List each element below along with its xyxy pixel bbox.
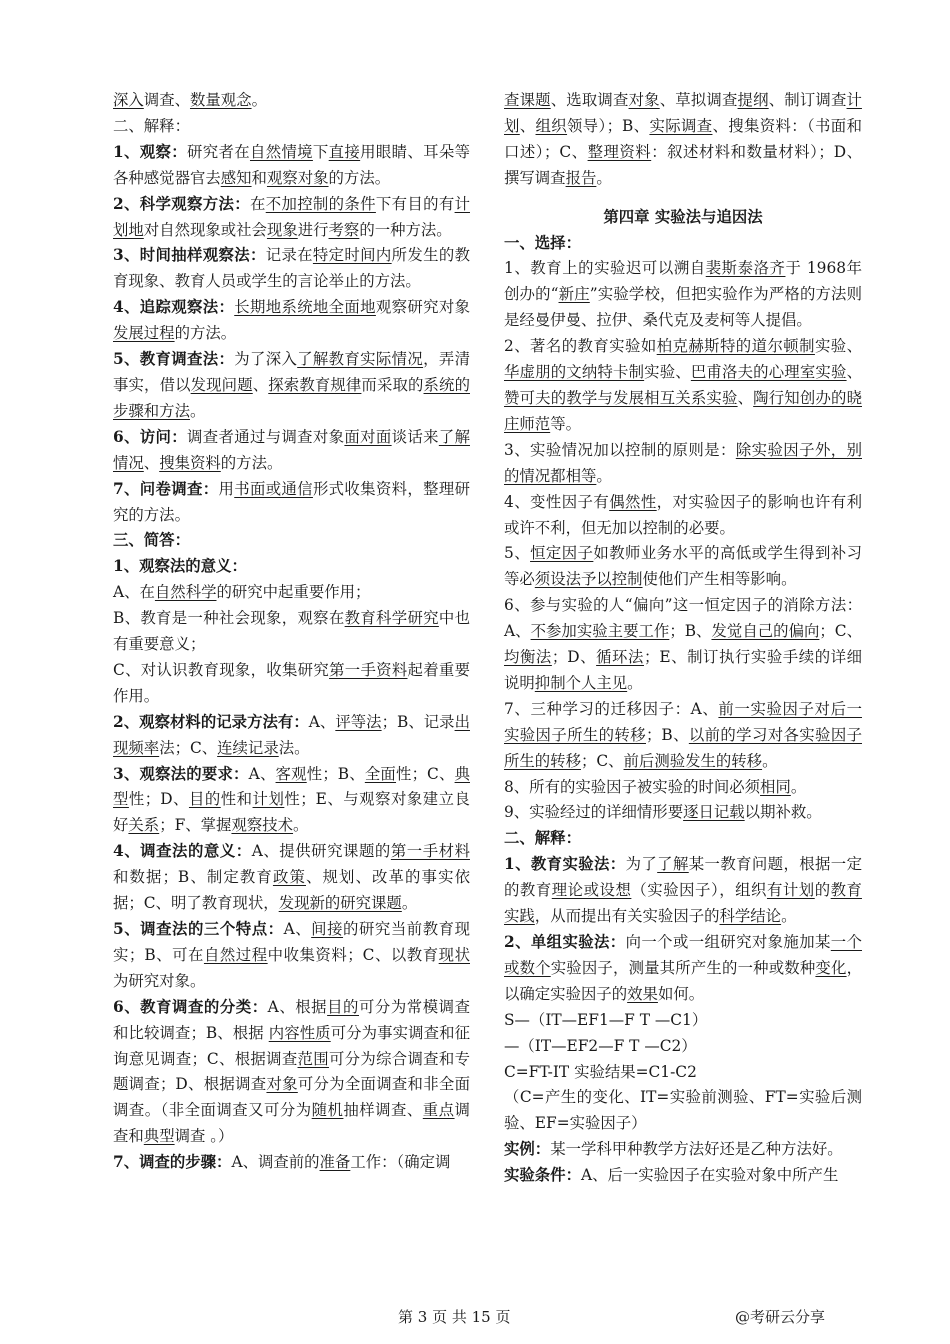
text-run: ；E、制订执行实验手续的详细说明 bbox=[504, 648, 862, 692]
underlined-keyword: 理论或设想 bbox=[551, 881, 632, 900]
left-paragraph bbox=[113, 347, 470, 425]
right-paragraph bbox=[504, 1008, 862, 1034]
underlined-keyword: 循环法 bbox=[596, 648, 644, 667]
text-run: 的方法。 bbox=[174, 324, 237, 343]
text-run: 中也有重要意义； bbox=[113, 609, 470, 654]
text-run: 起着重要作用。 bbox=[113, 660, 470, 705]
left-paragraph bbox=[113, 658, 470, 710]
left-paragraph bbox=[113, 710, 470, 762]
underlined-keyword: 发展过程 bbox=[113, 324, 175, 343]
text-run: 用 bbox=[218, 479, 235, 498]
right-paragraph bbox=[504, 930, 862, 1008]
underlined-keyword: 第一手材料 bbox=[390, 842, 470, 861]
text-run: 调查、 bbox=[143, 91, 190, 109]
underlined-keyword: 直接 bbox=[328, 142, 361, 161]
text-run: 的研究中起重要作用； bbox=[216, 583, 371, 602]
text-run: 抽样调查、 bbox=[343, 1101, 423, 1120]
text-run: 2、著名的教育实验如 bbox=[504, 337, 657, 356]
text-run: ；D、 bbox=[551, 648, 597, 667]
underlined-keyword: 逐日记载 bbox=[683, 803, 745, 822]
underlined-keyword: 计划地 bbox=[113, 194, 470, 239]
text-run: 7、三种学习的迁移因子：A、 bbox=[504, 699, 719, 718]
text-run: 某一学科甲种教学方法好还是乙种方法好。 bbox=[550, 1140, 843, 1159]
text-run: A、根据 bbox=[267, 997, 328, 1016]
text-run: 。 bbox=[596, 466, 612, 485]
text-run: 的研究当前教育现实；B、可在 bbox=[113, 920, 470, 964]
underlined-keyword: 观察技术 bbox=[231, 816, 294, 835]
left-column bbox=[113, 88, 470, 1176]
right-paragraph bbox=[504, 88, 862, 192]
text-run: —（IT—EF2—F T —C2） bbox=[504, 1036, 697, 1055]
text-run: 用眼睛、耳朵等各种感觉器官去 bbox=[113, 142, 470, 187]
right-paragraph bbox=[504, 231, 862, 257]
text-run: 。 bbox=[401, 894, 418, 913]
text-run: 、 bbox=[519, 116, 536, 135]
text-run: 、 bbox=[252, 375, 269, 394]
underlined-keyword: 教育实践 bbox=[504, 881, 862, 926]
underlined-keyword: 发现问题 bbox=[190, 375, 253, 394]
underlined-keyword: 现象 bbox=[266, 220, 298, 239]
underlined-keyword: 华虚朋的文纳特卡制 bbox=[504, 363, 645, 382]
underlined-keyword: 有计划 bbox=[766, 881, 815, 900]
right-paragraph bbox=[504, 775, 862, 801]
text-run: B、教育是一种社会现象，观察在 bbox=[113, 609, 345, 628]
text-run: 5、 bbox=[504, 544, 531, 563]
text-run: ；B、 bbox=[669, 622, 712, 641]
underlined-keyword: 发现新的研究课题 bbox=[278, 894, 402, 913]
underlined-keyword: 报告 bbox=[565, 168, 597, 187]
text-run: ；C、 bbox=[819, 622, 862, 641]
text-run: 8、所有的实验因子被实验的时间必须 bbox=[504, 777, 761, 796]
text-run: 调查者通过与调查对象 bbox=[187, 427, 345, 446]
text-run: ；F、掌握 bbox=[159, 816, 232, 835]
text-run: 3、实验情况加以控制的原则是： bbox=[504, 440, 736, 459]
right-paragraph bbox=[504, 800, 862, 826]
text-run: 实验因子，测量其所产生的一种或数种 bbox=[550, 958, 816, 977]
text-run: 。 bbox=[781, 907, 797, 926]
underlined-keyword: 裴斯泰洛齐 bbox=[705, 259, 786, 278]
underlined-keyword: 相同 bbox=[760, 777, 791, 796]
text-run: ；B、 bbox=[645, 725, 689, 744]
bold-term: 4、追踪观察法： bbox=[113, 298, 235, 317]
text-run: 、草拟调查 bbox=[659, 91, 738, 109]
bold-term: 1、观察法的意义： bbox=[113, 557, 247, 576]
bold-term: 6、访问： bbox=[113, 427, 188, 446]
text-run: （C=产生的变化、IT=实验前测验、FT=实验后测验、EF=实验因子） bbox=[504, 1088, 862, 1133]
text-run: 。 bbox=[189, 401, 206, 420]
underlined-keyword: 内容性质 bbox=[268, 1023, 331, 1042]
underlined-keyword: 连续记录 bbox=[217, 738, 279, 757]
bold-term: 7、调查的步骤： bbox=[113, 1153, 232, 1172]
text-run: 。 bbox=[627, 673, 643, 692]
text-run: A、在 bbox=[113, 583, 155, 602]
text-run: 。 bbox=[251, 91, 267, 109]
text-run: 中收集资料；C、以教育 bbox=[267, 945, 439, 964]
right-paragraph bbox=[504, 1085, 862, 1137]
text-run: 性；D、 bbox=[128, 790, 189, 809]
right-paragraph bbox=[504, 697, 862, 775]
bold-term: 3、观察法的要求： bbox=[113, 764, 249, 783]
underlined-keyword: 计划 bbox=[504, 91, 862, 135]
text-run: 所发生的教育现象、教育人员或学生的言论举止的方法。 bbox=[113, 246, 470, 291]
left-paragraph bbox=[113, 839, 470, 917]
page-number: 第 3 页 共 15 页 bbox=[398, 1308, 511, 1326]
underlined-keyword: 实际调查 bbox=[649, 116, 713, 135]
left-paragraph bbox=[113, 295, 470, 347]
underlined-keyword: 除实验因子外，别的情况都相等 bbox=[504, 440, 862, 485]
underlined-keyword: 目的 bbox=[327, 997, 359, 1016]
text-run: 9、实验经过的详细情形要 bbox=[504, 803, 684, 822]
text-run: 二、解释： bbox=[113, 116, 190, 135]
text-run: ，弄清事实，借以 bbox=[113, 350, 470, 394]
underlined-keyword: 赞可夫的教学与发展相互关系实验 bbox=[504, 388, 738, 407]
right-column bbox=[504, 88, 862, 1189]
text-run: A、 bbox=[308, 712, 336, 731]
underlined-keyword: 考察 bbox=[328, 220, 360, 239]
underlined-keyword: 目的 bbox=[188, 790, 221, 809]
left-paragraph bbox=[113, 995, 470, 1150]
underlined-keyword: 查课题 bbox=[504, 91, 551, 109]
bold-term: 6、教育调查的分类： bbox=[113, 997, 268, 1016]
text-run: 的 bbox=[814, 881, 831, 900]
underlined-keyword: 数量观念 bbox=[189, 91, 252, 109]
underlined-keyword: 对象 bbox=[266, 1075, 298, 1094]
underlined-keyword: 效果 bbox=[627, 984, 658, 1003]
text-run: 、规划、改革的事实依据；C、明了教育现状， bbox=[113, 868, 470, 913]
right-paragraph bbox=[504, 826, 862, 852]
underlined-keyword: 搜集资料 bbox=[159, 453, 221, 472]
underlined-keyword: 典型 bbox=[143, 1127, 175, 1146]
left-paragraph bbox=[113, 762, 470, 840]
underlined-keyword: 第一手资料 bbox=[329, 660, 408, 679]
source-watermark: @考研云分享 bbox=[735, 1308, 826, 1326]
underlined-keyword: 组织 bbox=[535, 116, 568, 135]
text-run: 的方法。 bbox=[220, 453, 283, 472]
right-paragraph bbox=[504, 334, 862, 438]
bold-term: 一、选择： bbox=[504, 233, 581, 252]
underlined-keyword: 整理资料 bbox=[587, 142, 652, 161]
bold-term: 7、问卷调查： bbox=[113, 479, 219, 498]
text-run: 、 bbox=[143, 453, 160, 472]
text-run: 可分为全面调查和非全面调查。（非全面调查又可分为 bbox=[113, 1075, 470, 1120]
text-run: A、 bbox=[248, 764, 276, 783]
right-paragraph bbox=[504, 1060, 862, 1086]
text-run: 调查和 bbox=[113, 1101, 470, 1146]
underlined-keyword: 恒定因子 bbox=[530, 544, 594, 563]
text-run: ；C、 bbox=[580, 751, 624, 770]
left-paragraph bbox=[113, 425, 470, 477]
text-run: 以期补救。 bbox=[744, 803, 822, 822]
left-paragraph bbox=[113, 477, 470, 529]
text-run: 而采取的 bbox=[361, 375, 424, 394]
text-run: 观察研究对象 bbox=[375, 298, 470, 317]
underlined-keyword: 随机 bbox=[311, 1101, 344, 1120]
text-run: 谈话来 bbox=[391, 427, 439, 446]
underlined-keyword: 书面或通信 bbox=[234, 479, 313, 498]
underlined-keyword: 巴甫洛夫的心理室实验 bbox=[690, 363, 847, 382]
left-paragraph bbox=[113, 554, 470, 580]
text-run: 可分为综合调查和专题调查；D、根据调查 bbox=[113, 1049, 470, 1094]
text-run: （实验因子），组织 bbox=[631, 881, 767, 900]
underlined-keyword: 出现频率 bbox=[113, 712, 470, 757]
bold-term: 三、简答： bbox=[113, 531, 190, 550]
text-run: A、提供研究课题的 bbox=[251, 842, 391, 861]
bold-term: 实例： bbox=[504, 1140, 551, 1159]
underlined-keyword: 均衡法 bbox=[504, 648, 552, 667]
bold-term: 1、教育实验法： bbox=[504, 855, 626, 874]
text-run: 于 1968年创办的“ bbox=[504, 259, 862, 304]
text-run: 性；C、 bbox=[396, 764, 455, 783]
bold-term: 2、观察材料的记录方法有： bbox=[113, 712, 309, 731]
text-run: 实验、 bbox=[814, 337, 862, 356]
left-paragraph bbox=[113, 140, 470, 192]
text-run: 可分为常模调查和比较调查；B、根据 bbox=[113, 997, 470, 1042]
left-paragraph bbox=[113, 1150, 470, 1176]
text-run: 为了深入 bbox=[234, 350, 298, 369]
text-run: A、后一实验因子在实验对象中所产生 bbox=[580, 1166, 839, 1185]
text-run: 为了 bbox=[625, 855, 658, 874]
right-paragraph bbox=[504, 541, 862, 593]
left-paragraph bbox=[113, 606, 470, 658]
text-run: S—（IT—EF1—F T —C1） bbox=[504, 1010, 708, 1029]
underlined-keyword: 不参加实验主要工作 bbox=[530, 622, 670, 641]
text-run: 下 bbox=[312, 142, 329, 161]
underlined-keyword: 长期地系统地全面地 bbox=[234, 298, 376, 317]
text-run: 、 bbox=[737, 388, 754, 407]
text-run: 使他们产生相等影响。 bbox=[642, 570, 797, 589]
underlined-keyword: 前后测验发生的转移 bbox=[623, 751, 763, 770]
text-run: ”实验学校，但把实验作为严格的方法则是经曼伊曼、拉伊、桑代克及麦柯等人提倡。 bbox=[504, 285, 862, 330]
bold-term: 1、观察： bbox=[113, 142, 188, 161]
text-run: ，从而提出有关实验因子的 bbox=[534, 907, 720, 926]
text-run: 如何。 bbox=[657, 984, 705, 1003]
text-run: 、搜集资料：（书面和口述）；C、 bbox=[504, 116, 862, 161]
underlined-keyword: 教育科学研究 bbox=[344, 609, 439, 628]
underlined-keyword: 评等法 bbox=[335, 712, 382, 731]
left-paragraph bbox=[113, 114, 470, 140]
right-paragraph bbox=[504, 1034, 862, 1060]
text-run: 研究者在 bbox=[187, 142, 250, 161]
underlined-keyword: 自然过程 bbox=[203, 945, 268, 964]
left-paragraph bbox=[113, 580, 470, 606]
underlined-keyword: 计划 bbox=[252, 790, 285, 809]
bold-term: 4、调查法的意义： bbox=[113, 842, 252, 861]
text-run: 可分为事实调查和征询意见调查；C、根据调查 bbox=[113, 1023, 470, 1068]
text-run: ；B、记录 bbox=[381, 712, 455, 731]
bold-term: 5、教育调查法： bbox=[113, 350, 235, 369]
underlined-keyword: 了解教育实际情况 bbox=[297, 350, 424, 369]
text-run: 和数据；B、制定教育 bbox=[113, 868, 273, 887]
underlined-keyword: 新庄 bbox=[558, 285, 590, 304]
text-run: 、 bbox=[846, 363, 862, 382]
underlined-keyword: 陶行知创办的晓庄师范 bbox=[504, 388, 862, 433]
text-run: 如教师业务水平的高低或学生得到补习等必 bbox=[504, 544, 862, 589]
text-run: 1、教育上的实验迟可以溯自 bbox=[504, 259, 706, 278]
underlined-keyword: 不加控制的条件 bbox=[265, 194, 376, 213]
underlined-keyword: 了解 bbox=[657, 855, 689, 874]
right-paragraph bbox=[504, 490, 862, 542]
left-paragraph bbox=[113, 243, 470, 295]
text-run: 实验、 bbox=[644, 363, 691, 382]
text-run: 对自然现象或社会 bbox=[143, 220, 267, 239]
text-run: 4、变性因子有 bbox=[504, 492, 610, 511]
right-paragraph bbox=[504, 438, 862, 490]
underlined-keyword: 一个或数个 bbox=[504, 933, 862, 977]
text-run: 性和 bbox=[220, 790, 253, 809]
text-run: 、制订调查 bbox=[768, 91, 847, 109]
underlined-keyword: 深入 bbox=[113, 91, 144, 109]
underlined-keyword: 自然科学 bbox=[154, 583, 217, 602]
text-run: 的方法。 bbox=[328, 168, 391, 187]
underlined-keyword: 科学结论 bbox=[719, 907, 782, 926]
text-run: 某一教育问题，根据一定的教育 bbox=[504, 855, 862, 900]
underlined-keyword: 自然情境 bbox=[249, 142, 313, 161]
text-run: 工作：（确定调 bbox=[350, 1153, 451, 1172]
underlined-keyword: 感知 bbox=[220, 168, 252, 187]
text-run: 第四章 实验法与追因法 bbox=[603, 207, 763, 226]
text-run: 法；C、 bbox=[159, 738, 218, 757]
right-paragraph bbox=[504, 1137, 862, 1163]
underlined-keyword: 系统的步骤和方法 bbox=[113, 375, 470, 420]
right-paragraph bbox=[504, 1163, 862, 1189]
text-run: 形式收集资料，整理研究的方法。 bbox=[113, 479, 470, 524]
underlined-keyword: 客观 bbox=[275, 764, 307, 783]
bold-term: 实验条件： bbox=[504, 1166, 581, 1185]
left-paragraph bbox=[113, 917, 470, 995]
text-run: 。 bbox=[293, 816, 309, 835]
underlined-keyword: 抑制个人主见 bbox=[534, 673, 628, 692]
underlined-keyword: 探索教育规律 bbox=[268, 375, 362, 394]
text-run: 在 bbox=[249, 194, 266, 213]
text-run: C=FT-IT 实验结果=C1-C2 bbox=[504, 1062, 697, 1081]
text-run: C、对认识教育现象，收集研究 bbox=[113, 660, 330, 679]
right-paragraph bbox=[504, 256, 862, 334]
right-paragraph bbox=[504, 593, 862, 697]
text-run: 领导）；B、 bbox=[567, 116, 650, 135]
underlined-keyword: 特定时间内 bbox=[312, 246, 392, 265]
bold-term: 5、调查法的三个特点： bbox=[113, 920, 284, 938]
underlined-keyword: 对象 bbox=[628, 91, 660, 109]
text-run: 性；E、与观察对象建立良好 bbox=[113, 790, 470, 835]
underlined-keyword: 变化 bbox=[815, 958, 847, 977]
underlined-keyword: 了解情况 bbox=[113, 427, 470, 472]
underlined-keyword: 重点 bbox=[422, 1101, 455, 1120]
left-paragraph bbox=[113, 192, 470, 244]
underlined-keyword: 政策 bbox=[272, 868, 306, 887]
text-run: 。 bbox=[790, 777, 807, 796]
text-run: 6、参与实验的人“偏向”这一恒定因子的消除方法：A、 bbox=[504, 596, 862, 641]
chapter-title bbox=[504, 205, 862, 231]
underlined-keyword: 全面 bbox=[364, 764, 397, 783]
text-run: A、调查前的 bbox=[231, 1153, 320, 1172]
underlined-keyword: 须设法予以控制 bbox=[534, 570, 643, 589]
underlined-keyword: 以前的学习对各实验因子所生的转移 bbox=[504, 725, 862, 770]
left-paragraph bbox=[113, 88, 470, 114]
underlined-keyword: 偶然性 bbox=[609, 492, 657, 511]
underlined-keyword: 范围 bbox=[297, 1049, 329, 1068]
text-run: 下有目的有 bbox=[375, 194, 455, 213]
bold-term: 3、时间抽样观察法： bbox=[113, 246, 266, 265]
left-paragraph bbox=[113, 528, 470, 554]
underlined-keyword: 典型 bbox=[113, 764, 470, 809]
underlined-keyword: 柏克赫斯特的道尔顿制 bbox=[656, 337, 815, 356]
bold-term: 二、解释： bbox=[504, 829, 581, 848]
text-run: ，以确定实验因子的 bbox=[504, 958, 862, 1003]
underlined-keyword: 前一实验因子对后一实验因子所生的转移 bbox=[504, 699, 862, 744]
text-run: 、选取调查 bbox=[550, 91, 629, 109]
text-run: A、 bbox=[283, 920, 312, 938]
underlined-keyword: 提纲 bbox=[737, 91, 769, 109]
underlined-keyword: 观察对象 bbox=[266, 168, 329, 187]
underlined-keyword: 发觉自己的偏向 bbox=[711, 622, 820, 641]
text-run: 向一个或一组研究对象施加某 bbox=[625, 933, 831, 951]
underlined-keyword: 现状 bbox=[438, 945, 470, 964]
text-run: 等。 bbox=[550, 414, 581, 433]
text-run: ：叙述材料和数量材料）；D、撰写调查 bbox=[504, 142, 863, 187]
underlined-keyword: 面对面 bbox=[344, 427, 392, 446]
text-run: 进行 bbox=[297, 220, 329, 239]
bold-term: 2、科学观察方法： bbox=[113, 194, 250, 213]
text-run: 性；B、 bbox=[306, 764, 365, 783]
underlined-keyword: 关系 bbox=[128, 816, 160, 835]
bold-term: 2、单组实验法： bbox=[504, 933, 626, 951]
text-run: 的一种方法。 bbox=[359, 220, 452, 239]
text-run: 。 bbox=[596, 168, 612, 187]
right-paragraph bbox=[504, 852, 862, 930]
text-run: 调查 。） bbox=[174, 1127, 234, 1146]
text-run: ，对实验因子的影响也许有利或许不利，但无加以控制的必要。 bbox=[504, 492, 862, 537]
text-run: 法。 bbox=[278, 738, 310, 757]
text-run: 为研究对象。 bbox=[113, 971, 206, 990]
text-run: 记录在 bbox=[265, 246, 313, 265]
underlined-keyword: 准备 bbox=[319, 1153, 351, 1172]
underlined-keyword: 间接 bbox=[311, 920, 344, 938]
text-run: 和 bbox=[251, 168, 267, 187]
text-run: 。 bbox=[762, 751, 778, 770]
